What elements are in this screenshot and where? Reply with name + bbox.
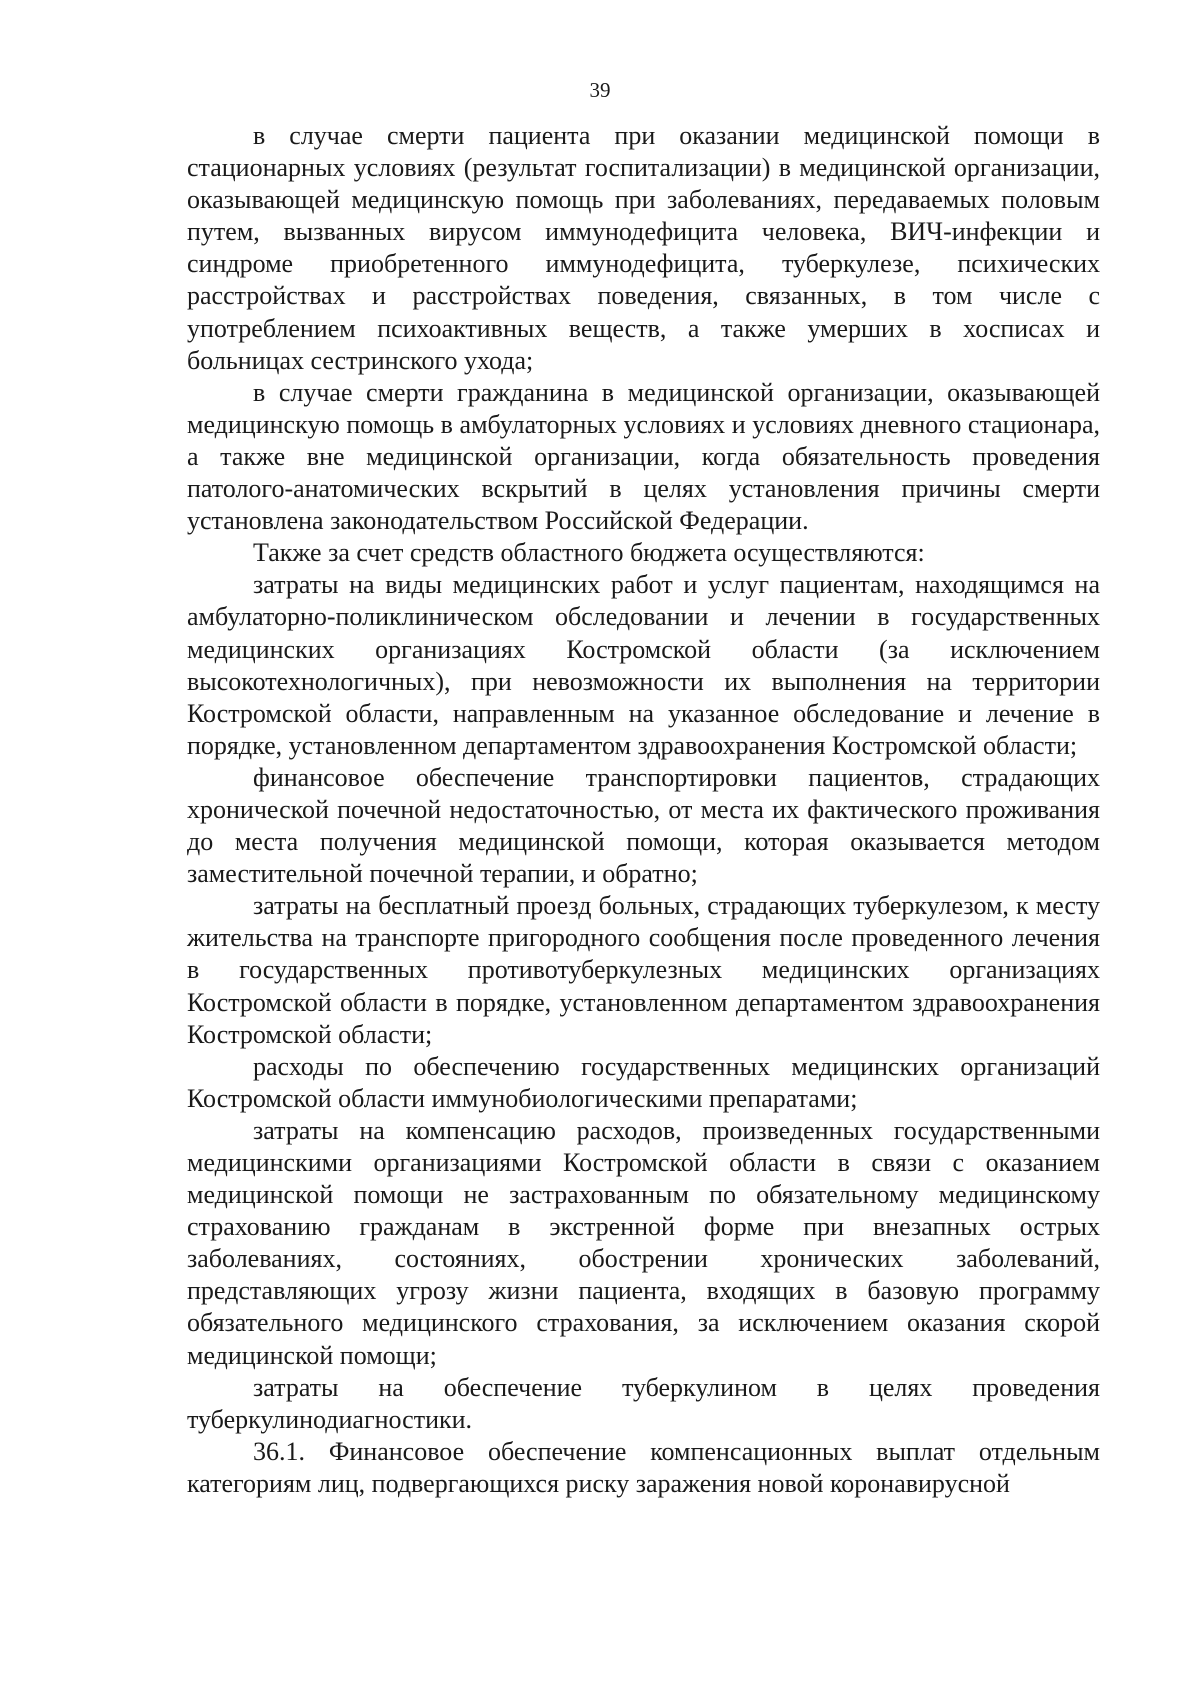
paragraph: затраты на обеспечение туберкулином в целях проведения туберкулинодиагностики.	[187, 1372, 1100, 1434]
document-body	[187, 120, 1100, 1500]
paragraph: Также за счет средств областного бюджета осуществляются:	[253, 538, 925, 568]
paragraph: в случае смерти пациента при оказании медицинской помощи в стационарных условиях (результат госпитализации) в медицинской организации, оказывающей медицинскую помощь при заболеваниях, передаваемых половым путем, вызванных вирусом иммунодефицита человека, ВИЧ-инфекции и синдроме приобретенного иммунодефицита, туберкулезе, психических расстройствах и расстройствах поведения, связанных, в том числе с употреблением психоактивных веществ, а также умерших в хосписах и больницах сестринского ухода;	[187, 121, 1100, 375]
page-number: 39	[589, 78, 611, 102]
paragraph: расходы по обеспечению государственных медицинских организаций Костромской области иммунобиологическими препаратами;	[187, 1051, 1100, 1113]
paragraph: 36.1. Финансовое обеспечение компенсационных выплат отдельным категориям лиц, подвергающихся риску заражения новой коронавирусной	[187, 1436, 1100, 1498]
paragraph: в случае смерти гражданина в медицинской организации, оказывающей медицинскую помощь в амбулаторных условиях и условиях дневного стационара, а также вне медицинской организации, когда обязательность проведения патолого-анатомических вскрытий в целях установления причины смерти установлена законодательством Российской Федерации.	[187, 377, 1100, 536]
paragraph: затраты на виды медицинских работ и услуг пациентам, находящимся на амбулаторно-поликлиническом обследовании и лечении в государственных медицинских организациях Костромской области (за исключением высокотехнологичных), при невозможности их выполнения на территории Костромской области, направленным на указанное обследование и лечение в порядке, установленном департаментом здравоохранения Костромской области;	[187, 570, 1100, 760]
paragraph: затраты на бесплатный проезд больных, страдающих туберкулезом, к месту жительства на транспорте пригородного сообщения после проведенного лечения в государственных противотуберкулезных медицинских организациях Костромской области в порядке, установленном департаментом здравоохранения Костромской области;	[187, 891, 1100, 1049]
paragraph: финансовое обеспечение транспортировки пациентов, страдающих хронической почечной недостаточностью, от места их фактического проживания до места получения медицинской помощи, которая оказывается методом заместительной почечной терапии, и обратно;	[187, 762, 1100, 889]
paragraph: затраты на компенсацию расходов, произведенных государственными медицинскими организациями Костромской области в связи с оказанием медицинской помощи не застрахованным по обязательному медицинскому страхованию гражданам в экстренной форме при внезапных острых заболеваниях, состояниях, обострении хронических заболеваний, представляющих угрозу жизни пациента, входящих в базовую программу обязательного медицинского страхования, за исключением оказания скорой медицинской помощи;	[187, 1115, 1100, 1370]
